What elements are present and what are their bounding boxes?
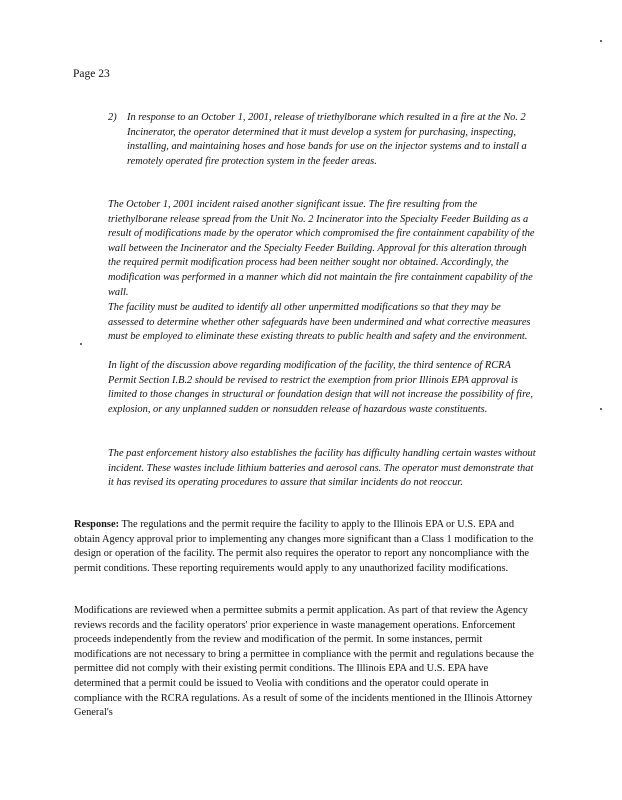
response-paragraph <box>74 518 537 576</box>
modifications-paragraph: Modifications are reviewed when a permittee submits a permit application. As part of that review the Agency reviews records and the facility operators' prior experience in waste management operations. Enforcement proceeds independently from the review and modification of the permit. In some instances, permit modifications are not necessary to bring a permittee in compliance with the permit and regulations because the permittee did not comply with their existing permit conditions. The Illinois EPA and U.S. EPA have determined that a permit could be issued to Veolia with conditions and the operator could operate in compliance with the RCRA regulations. As a result of some of the incidents mentioned in the Illinois Attorney General's <box>74 605 534 719</box>
list-item-text: In response to an October 1, 2001, release of triethylborane which resulted in a fire at the No. 2 Incinerator, the operator determined that it must develop a system for purchasing, inspecting, installing, and maintaining hoses and hose bands for use on the injector systems and to install a remotely operated fire protection system in the feeder areas. <box>127 112 527 167</box>
oct-incident-paragraph: The October 1, 2001 incident raised another significant issue. The fire resulting from the triethylborane release spread from the Unit No. 2 Incinerator into the Specialty Feeder Building as a result of modifications made by the operator which compromised the fire containment capability of the wall between the Incinerator and the Specialty Feeder Building. Approval for this alteration through the required permit modification process had been neither sought nor obtained. Accordingly, the modification was performed in a manner which did not maintain the fire containment capability of the wall. <box>108 199 535 298</box>
page-number: Page 23 <box>73 68 110 80</box>
scan-speck <box>80 343 82 345</box>
scan-speck <box>600 408 602 410</box>
enforcement-paragraph: The past enforcement history also establishes the facility has difficulty handling certain wastes without incident. These wastes include lithium batteries and aerosol cans. The operator must demonstrate that it has revised its operating procedures to assure that similar incidents do not reoccur. <box>108 448 536 489</box>
scan-speck <box>600 40 602 42</box>
audit-paragraph: The facility must be audited to identify all other unpermitted modifications so that they may be assessed to determine whether other safeguards have been undermined and what corrective measures must be employed to eliminate these existing threats to public health and safety and the environment. <box>108 302 531 343</box>
list-item-number: 2) <box>108 112 117 123</box>
response-text: The regulations and the permit require the facility to apply to the Illinois EPA or U.S. EPA and obtain Agency approval prior to implementing any changes more significant than a Class 1 modification to the design or operation of the facility. The permit also requires the operator to report any noncompliance with the permit conditions. These reporting requirements would apply to any unauthorized facility modifications. <box>74 519 534 574</box>
rcra-revision-paragraph: In light of the discussion above regarding modification of the facility, the third sentence of RCRA Permit Section I.B.2 should be revised to restrict the exemption from prior Illinois EPA approval is limited to those changes in structural or foundation design that will not increase the possibility of fire, explosion, or any unplanned sudden or nonsudden release of hazardous waste constituents. <box>108 360 533 415</box>
response-label: Response: <box>74 519 120 530</box>
